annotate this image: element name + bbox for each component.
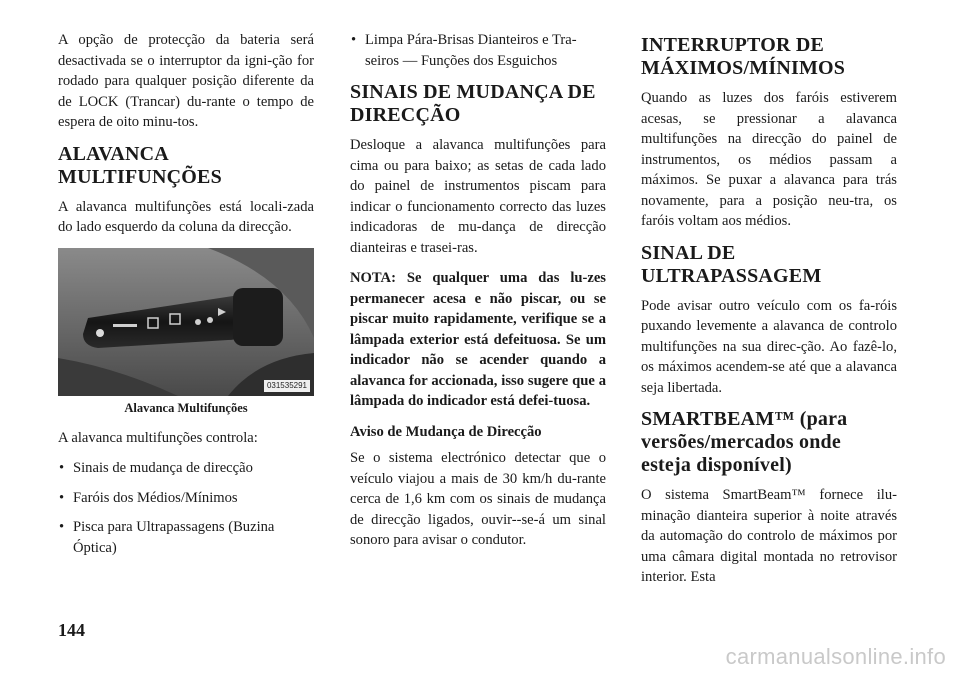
subheading-turn-signal-warning: Aviso de Mudança de Direcção xyxy=(350,423,542,440)
list-item: • Faróis dos Médios/Mínimos xyxy=(58,488,314,509)
lever-location-paragraph: A alavanca multifunções está locali-zada do lado esquerdo da coluna da direcção. xyxy=(58,198,314,235)
heading-line: SINAL DE xyxy=(641,241,736,264)
heading-multifunction-lever xyxy=(58,143,314,189)
watermark: carmanualsonline.info xyxy=(725,644,946,669)
heading-high-low-beam-switch xyxy=(641,34,897,80)
flash-to-pass-paragraph: Pode avisar outro veículo com os fa-róis puxando levemente a alavanca de controlo multifunções na sua direc-ção. Ao fazê-lo, os máximos acendem-se até que a alavanca seja libertada. xyxy=(641,297,897,396)
heading-line: ULTRAPASSAGEM xyxy=(641,264,822,287)
column-left xyxy=(58,30,314,567)
heading-line: esteja disponível) xyxy=(641,454,792,476)
heading-flash-to-pass xyxy=(641,242,897,288)
heading-line: MULTIFUNÇÕES xyxy=(58,165,222,188)
lever-controls-intro: A alavanca multifunções controla: xyxy=(58,429,258,446)
figure-code: 031535291 xyxy=(264,380,310,392)
heading-line: MÁXIMOS/MÍNIMOS xyxy=(641,57,846,79)
lever-photo-illustration xyxy=(58,248,314,396)
turn-signal-warning-paragraph: Se o sistema electrónico detectar que o veículo viajou a mais de 30 km/h du-rante cerca de 1,6 km com os sinais de mudança de direcção ligados, ouvir--se-á um sinal sonoro para avisar o condutor. xyxy=(350,450,606,548)
high-low-beam-paragraph: Quando as luzes dos faróis estiverem acesas, se pressionar a alavanca multifunções na direcção do painel de instrumentos, os médios passam a máximos. Se puxar a alavanca para trás novamente, para a posição neu-tra, os faróis voltam aos médios. xyxy=(641,90,897,229)
heading-line: ALAVANCA xyxy=(58,142,169,165)
heading-smartbeam xyxy=(641,408,897,477)
battery-protection-paragraph: A opção de protecção da bateria será desactivada se o interruptor da igni-ção for rodado para qualquer posição diferente da de LOCK (Trancar) du-rante o tempo de espera de oito minu-tos. xyxy=(58,32,314,130)
heading-line: SINAIS DE MUDANÇA DE xyxy=(350,81,596,103)
heading-line: SMARTBEAM™ (para xyxy=(641,408,848,430)
figure-caption: Alavanca Multifunções xyxy=(124,400,248,415)
list-item: • Sinais de mudança de direcção xyxy=(58,458,314,479)
page-number: 144 xyxy=(58,620,85,640)
heading-line: DIRECÇÃO xyxy=(350,104,461,126)
turn-signal-paragraph: Desloque a alavanca multifunções para cima ou para baixo; as setas de cada lado do painel de instrumentos piscam para indicar o funcionamento correcto das luzes indicadoras de mu-dança de direcção dianteiras e trasei-ras. xyxy=(350,137,606,256)
column-middle xyxy=(350,30,606,561)
lever-functions-list-continued xyxy=(350,30,606,71)
heading-line: INTERRUPTOR DE xyxy=(641,34,825,56)
lever-functions-list xyxy=(58,458,314,558)
column-right xyxy=(641,30,897,598)
multifunction-lever-photo xyxy=(58,248,314,396)
list-item: • Limpa Pára-Brisas Dianteiros e Tra-seiros — Funções dos Esguichos xyxy=(350,30,606,71)
smartbeam-paragraph: O sistema SmartBeam™ fornece ilu-minação dianteira superior à noite através da automação do controlo de máximos por uma câmara digital montada no retrovisor interior. Esta xyxy=(641,487,897,585)
note-paragraph: NOTA: Se qualquer uma das lu-zes permanecer acesa e não piscar, ou se piscar muito rapidamente, verifique se a lâmpada exterior está defeituosa. Se um indicador não se acender quando a alavanca for accionada, isso sugere que a lâmpada do indicador está defei-tuosa. xyxy=(350,270,606,409)
list-item: • Pisca para Ultrapassagens (Buzina Óptica) xyxy=(58,517,314,558)
heading-line: versões/mercados onde xyxy=(641,431,841,453)
heading-turn-signals xyxy=(350,81,606,127)
